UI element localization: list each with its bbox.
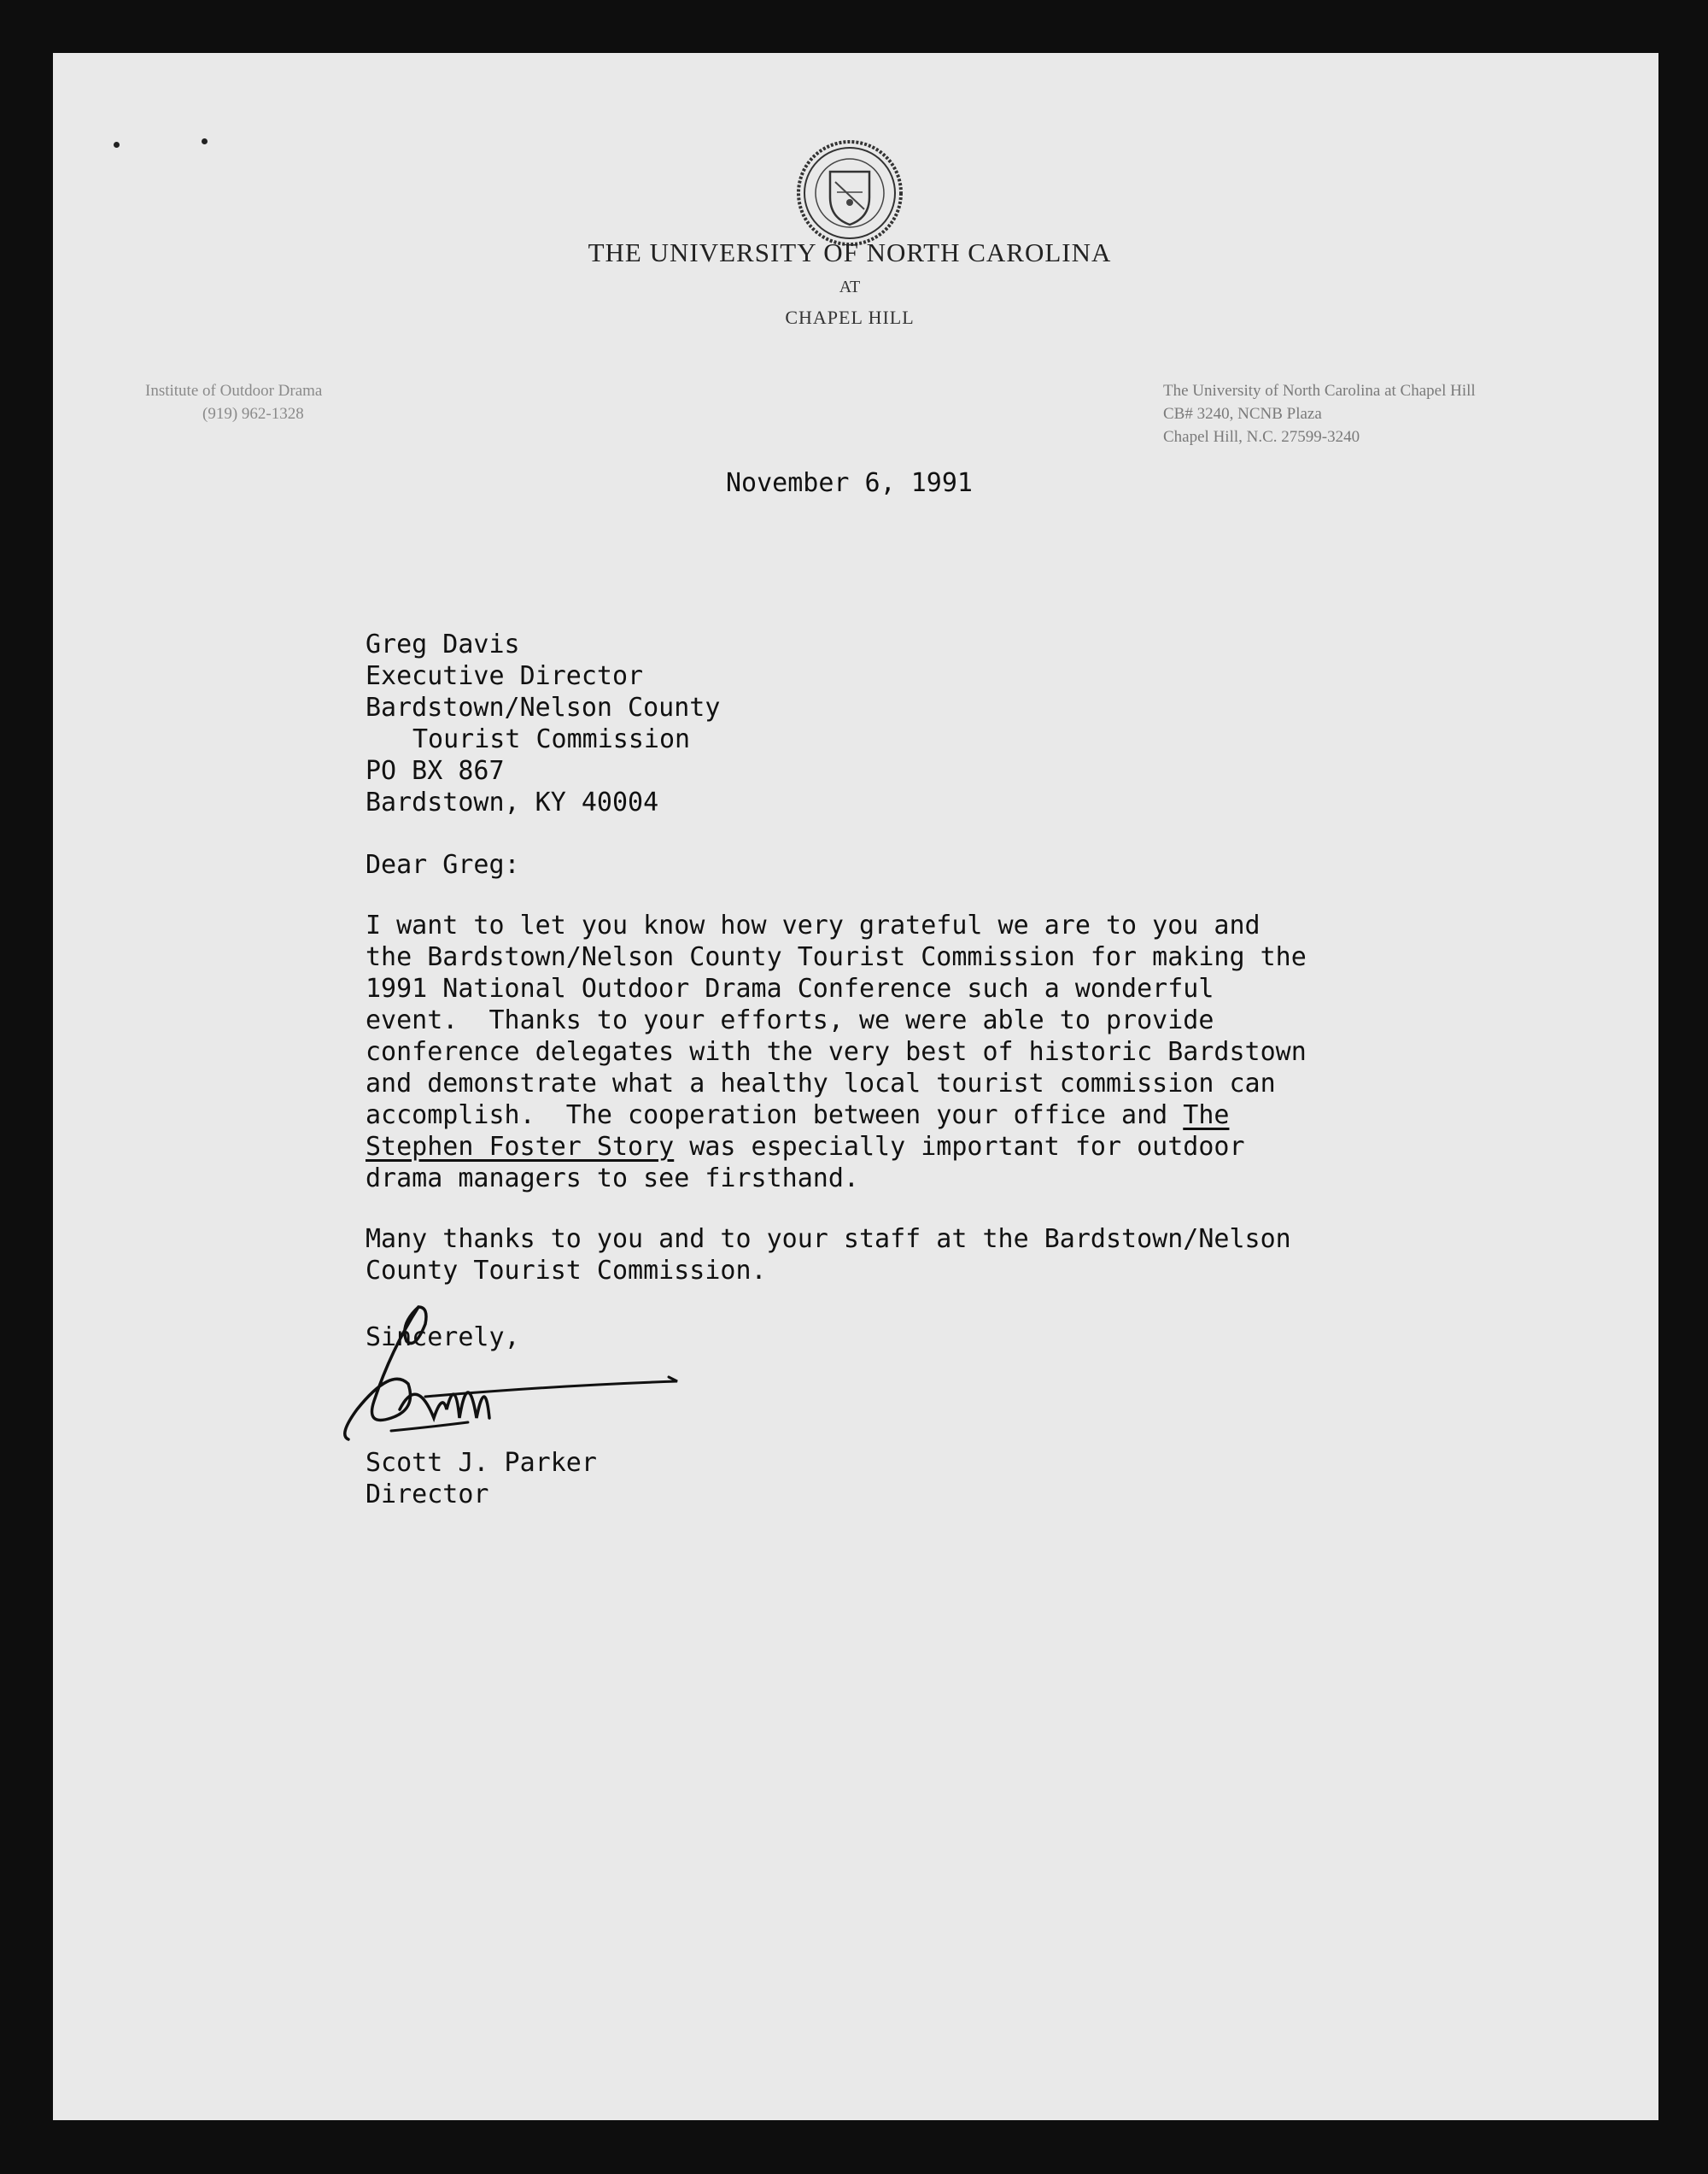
play-title-underlined: Stephen Foster Story — [366, 1132, 675, 1162]
letterhead-university: THE UNIVERSITY OF NORTH CAROLINA — [588, 237, 1112, 267]
paragraph-line: Many thanks to you and to your staff at the Bardstown/Nelson — [366, 1224, 1291, 1254]
paragraph-text: accomplish. The cooperation between your office and — [366, 1100, 1184, 1130]
paragraph-line: 1991 National Outdoor Drama Conference such a wonderful — [366, 974, 1214, 1004]
play-title-underlined: The — [1183, 1100, 1230, 1130]
recipient-title: Executive Director — [366, 661, 644, 691]
paragraph-line: I want to let you know how very grateful we are to you and — [366, 911, 1261, 941]
address-line-1: The University of North Carolina at Chapel Hill — [1163, 382, 1476, 400]
letter-date: November 6, 1991 — [726, 468, 973, 498]
recipient-name: Greg Davis — [366, 630, 520, 659]
recipient-city: Bardstown, KY 40004 — [366, 788, 659, 817]
letterhead-city: CHAPEL HILL — [785, 307, 915, 328]
paragraph-line: event. Thanks to your efforts, we were able to provide — [366, 1005, 1214, 1035]
paragraph-line: the Bardstown/Nelson County Tourist Commission for making the — [366, 942, 1307, 972]
paragraph-line: drama managers to see firsthand. — [366, 1163, 859, 1193]
letterhead-left-block — [145, 379, 322, 425]
letterhead-at: AT — [839, 278, 861, 296]
recipient-org-line-2: Tourist Commission — [412, 724, 691, 754]
institute-phone: (919) 962-1328 — [202, 405, 304, 423]
speck-mark — [202, 138, 208, 144]
recipient-address — [366, 629, 720, 818]
paragraph-text: was especially important for outdoor — [674, 1132, 1245, 1162]
university-seal-icon — [796, 139, 904, 247]
signer-block — [366, 1447, 597, 1510]
handwritten-signature — [340, 1290, 690, 1461]
letterhead-right-block — [1163, 379, 1476, 448]
paragraph-line — [366, 1099, 1307, 1131]
closing: Sincerely, — [366, 1322, 520, 1352]
speck-mark — [114, 142, 120, 148]
paragraph-line: County Tourist Commission. — [366, 1256, 767, 1286]
paragraph-line — [366, 1131, 1307, 1163]
salutation: Dear Greg: — [366, 850, 520, 880]
recipient-po-box: PO BX 867 — [366, 756, 505, 786]
paragraph-line: conference delegates with the very best of historic Bardstown — [366, 1037, 1307, 1067]
address-line-3: Chapel Hill, N.C. 27599-3240 — [1163, 428, 1360, 446]
paragraph-line: and demonstrate what a healthy local tourist commission can — [366, 1069, 1276, 1099]
signer-name: Scott J. Parker — [366, 1448, 597, 1478]
address-line-2: CB# 3240, NCNB Plaza — [1163, 405, 1322, 423]
body-paragraph-1 — [366, 910, 1307, 1194]
recipient-org-line-1: Bardstown/Nelson County — [366, 693, 721, 723]
institute-name: Institute of Outdoor Drama — [145, 382, 323, 400]
signer-title: Director — [366, 1480, 489, 1509]
body-paragraph-2 — [366, 1223, 1291, 1286]
